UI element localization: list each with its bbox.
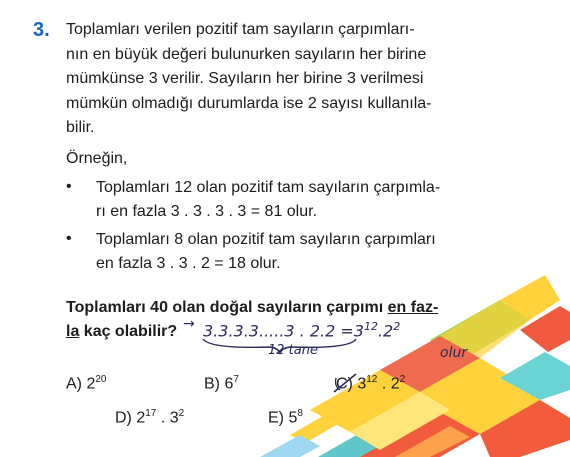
option-exponent: 2 — [178, 408, 185, 419]
handwritten-count-note: 12 tane — [268, 343, 318, 358]
option-exponent: 20 — [95, 374, 107, 385]
option-value: 2 — [136, 409, 146, 427]
intro-line: bilir. — [66, 119, 95, 136]
bullet-item — [96, 176, 456, 224]
option-exponent: 7 — [233, 374, 239, 385]
option-value-tail: . 2 — [377, 375, 400, 393]
handwritten-exponent: 12 — [363, 320, 378, 333]
handwritten-exponent: 2 — [393, 320, 401, 333]
option-exponent: 8 — [297, 408, 303, 419]
option-letter: E) — [268, 409, 284, 427]
option-exponent: 12 — [366, 374, 378, 385]
bullet-line: Toplamları 12 olan pozitif tam sayıların çarpımla- — [96, 179, 441, 196]
handwritten-result-note: olur — [440, 345, 468, 361]
handwritten-expression: 3.3.3.3.....3 . 2.2 =3 — [203, 321, 364, 341]
option-d[interactable] — [115, 408, 184, 427]
selected-answer-mark-icon — [332, 372, 360, 396]
option-value: 6 — [224, 375, 234, 393]
bullet-item — [96, 228, 456, 276]
question-emphasis: la — [66, 323, 80, 340]
option-letter: D) — [115, 409, 132, 427]
bullet-line: Toplamları 8 olan pozitif tam sayıların çarpımları — [96, 231, 436, 248]
question-line — [66, 296, 466, 320]
bullet-line: en fazla 3 . 3 . 2 = 18 olur. — [96, 255, 281, 272]
bullet-icon: • — [66, 178, 72, 195]
option-value: 2 — [86, 375, 96, 393]
option-letter: A) — [66, 375, 82, 393]
intro-line: nın en büyük değeri bulunurken sayıların her birine — [66, 45, 427, 63]
option-b[interactable] — [204, 374, 239, 393]
option-a[interactable] — [66, 374, 106, 393]
option-letter: B) — [204, 375, 220, 393]
question-text: Toplamları 40 olan doğal sayıların çarpımı — [66, 299, 388, 316]
intro-line: mümkünse 3 verilir. Sayıların her birine 3 verilmesi — [66, 70, 424, 87]
option-letter: C) — [336, 375, 353, 393]
question-number: 3. — [33, 19, 50, 41]
option-exponent: 17 — [145, 408, 157, 419]
bullet-line: rı en fazla 3 . 3 . 3 . 3 = 81 olur. — [96, 203, 318, 220]
intro-line: Toplamları verilen pozitif tam sayıların çarpımları- — [66, 21, 415, 38]
example-label: Örneğin, — [66, 150, 128, 167]
question-emphasis: en faz- — [387, 299, 439, 316]
option-exponent: 2 — [399, 374, 406, 385]
handwritten-expression-tail: .2 — [377, 321, 394, 341]
option-value: 3 — [357, 375, 367, 393]
option-value: 5 — [288, 409, 298, 427]
intro-line: mümkün olmadığı durumlarda ise 2 sayısı kullanıla- — [66, 94, 432, 112]
option-value-tail: . 3 — [156, 409, 179, 427]
intro-paragraph — [66, 18, 451, 141]
bullet-icon: • — [66, 230, 72, 247]
question-text: kaç olabilir? — [79, 323, 178, 340]
option-e[interactable] — [268, 408, 303, 427]
handwritten-arrow-icon: → — [183, 316, 195, 332]
